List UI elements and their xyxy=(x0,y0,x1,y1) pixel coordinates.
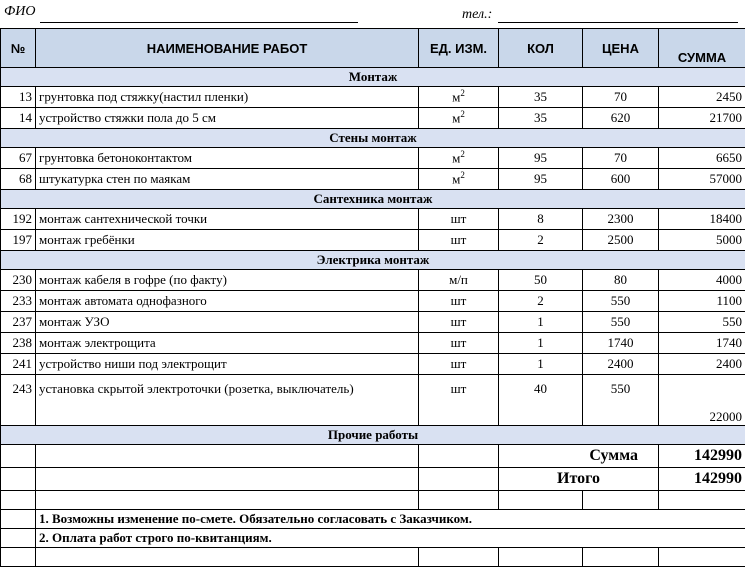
note-2: 2. Оплата работ строго по-квитанциям. xyxy=(36,529,745,548)
row-price: 2400 xyxy=(583,354,659,375)
row-name: монтаж УЗО xyxy=(36,312,419,333)
note-row xyxy=(1,510,745,529)
row-num: 230 xyxy=(1,270,36,291)
row-price: 70 xyxy=(583,148,659,169)
unit-exponent: 2 xyxy=(460,88,465,98)
sum-value: 142990 xyxy=(659,445,745,468)
unit-text: шт xyxy=(451,356,467,371)
row-name: монтаж кабеля в гофре (по факту) xyxy=(36,270,419,291)
unit-text: шт xyxy=(451,232,467,247)
unit-text: шт xyxy=(451,381,467,396)
row-sum: 1100 xyxy=(659,291,745,312)
unit-text: м xyxy=(452,172,460,187)
row-sum: 18400 xyxy=(659,209,745,230)
row-qty: 95 xyxy=(499,169,583,190)
note-1: 1. Возможны изменение по-смете. Обязательно согласовать с Заказчиком. xyxy=(36,510,745,529)
col-price: ЦЕНА xyxy=(583,29,659,68)
row-qty: 2 xyxy=(499,291,583,312)
row-sum: 22000 xyxy=(659,375,745,426)
grand-total-row xyxy=(1,468,745,491)
row-sum: 2450 xyxy=(659,87,745,108)
unit-text: шт xyxy=(451,293,467,308)
table-body xyxy=(1,68,745,445)
row-qty: 50 xyxy=(499,270,583,291)
row-num: 68 xyxy=(1,169,36,190)
table-footer xyxy=(1,445,745,567)
unit-exponent: 2 xyxy=(460,149,465,159)
row-unit xyxy=(419,270,499,291)
row-num: 13 xyxy=(1,87,36,108)
row-qty: 2 xyxy=(499,230,583,251)
row-name: монтаж электрощита xyxy=(36,333,419,354)
row-unit xyxy=(419,209,499,230)
row-num: 67 xyxy=(1,148,36,169)
unit-text: м xyxy=(452,90,460,105)
col-qty: КОЛ xyxy=(499,29,583,68)
unit-exponent: 2 xyxy=(460,109,465,119)
section-row xyxy=(1,426,745,445)
row-name: грунтовка под стяжку(настил пленки) xyxy=(36,87,419,108)
row-name: устройство стяжки пола до 5 см xyxy=(36,108,419,129)
total-value: 142990 xyxy=(659,468,745,491)
row-qty: 40 xyxy=(499,375,583,426)
blank-row xyxy=(1,491,745,510)
fio-header xyxy=(0,0,745,28)
total-label: Итого xyxy=(499,468,659,491)
section-title: Прочие работы xyxy=(1,426,745,445)
table-row xyxy=(1,375,745,426)
row-num: 233 xyxy=(1,291,36,312)
row-qty: 1 xyxy=(499,354,583,375)
row-unit xyxy=(419,169,499,190)
table-row xyxy=(1,333,745,354)
col-name: НАИМЕНОВАНИЕ РАБОТ xyxy=(36,29,419,68)
fio-line[interactable] xyxy=(40,22,358,23)
row-name: монтаж сантехнической точки xyxy=(36,209,419,230)
row-qty: 35 xyxy=(499,87,583,108)
row-price: 2300 xyxy=(583,209,659,230)
unit-text: м xyxy=(452,151,460,166)
section-title: Стены монтаж xyxy=(1,129,745,148)
row-qty: 95 xyxy=(499,148,583,169)
row-num: 243 xyxy=(1,375,36,426)
section-row xyxy=(1,129,745,148)
table-row xyxy=(1,230,745,251)
row-unit xyxy=(419,291,499,312)
row-num: 238 xyxy=(1,333,36,354)
col-unit: ЕД. ИЗМ. xyxy=(419,29,499,68)
col-sum: СУММА xyxy=(659,29,745,68)
row-name: устройство ниши под электрощит xyxy=(36,354,419,375)
note-row xyxy=(1,529,745,548)
row-num: 241 xyxy=(1,354,36,375)
row-price: 620 xyxy=(583,108,659,129)
row-price: 550 xyxy=(583,312,659,333)
row-name: грунтовка бетоноконтактом xyxy=(36,148,419,169)
row-price: 550 xyxy=(583,375,659,426)
table-row xyxy=(1,354,745,375)
table-row xyxy=(1,270,745,291)
table-row xyxy=(1,148,745,169)
row-unit xyxy=(419,108,499,129)
section-title: Сантехника монтаж xyxy=(1,190,745,209)
table-row xyxy=(1,291,745,312)
totals-row xyxy=(1,445,745,468)
row-sum: 57000 xyxy=(659,169,745,190)
table-row xyxy=(1,209,745,230)
row-price: 2500 xyxy=(583,230,659,251)
section-title: Электрика монтаж xyxy=(1,251,745,270)
row-qty: 35 xyxy=(499,108,583,129)
row-unit xyxy=(419,148,499,169)
row-unit xyxy=(419,312,499,333)
row-unit xyxy=(419,333,499,354)
row-price: 1740 xyxy=(583,333,659,354)
row-unit xyxy=(419,375,499,426)
row-qty: 8 xyxy=(499,209,583,230)
row-sum: 550 xyxy=(659,312,745,333)
row-sum: 2400 xyxy=(659,354,745,375)
row-sum: 6650 xyxy=(659,148,745,169)
header-row xyxy=(1,29,745,68)
unit-text: шт xyxy=(451,314,467,329)
row-unit xyxy=(419,230,499,251)
row-price: 600 xyxy=(583,169,659,190)
row-name: монтаж автомата однофазного xyxy=(36,291,419,312)
col-num: № xyxy=(1,29,36,68)
unit-text: шт xyxy=(451,335,467,350)
estimate-table xyxy=(0,28,745,567)
section-row xyxy=(1,251,745,270)
row-price: 550 xyxy=(583,291,659,312)
fio-label: ФИО xyxy=(4,4,35,20)
row-num: 192 xyxy=(1,209,36,230)
row-unit xyxy=(419,87,499,108)
table-row xyxy=(1,108,745,129)
row-qty: 1 xyxy=(499,312,583,333)
row-unit xyxy=(419,354,499,375)
table-row xyxy=(1,87,745,108)
row-num: 197 xyxy=(1,230,36,251)
unit-text: м/п xyxy=(449,272,468,287)
row-sum: 5000 xyxy=(659,230,745,251)
blank-row xyxy=(1,548,745,567)
section-title: Монтаж xyxy=(1,68,745,87)
row-name: установка скрытой электроточки (розетка, выключатель) xyxy=(36,375,419,426)
row-price: 80 xyxy=(583,270,659,291)
row-sum: 21700 xyxy=(659,108,745,129)
sum-label: Сумма xyxy=(499,445,659,468)
section-row xyxy=(1,68,745,87)
row-num: 14 xyxy=(1,108,36,129)
tel-label: тел.: xyxy=(462,7,492,23)
row-qty: 1 xyxy=(499,333,583,354)
table-row xyxy=(1,169,745,190)
row-sum: 4000 xyxy=(659,270,745,291)
tel-line[interactable] xyxy=(498,22,738,23)
unit-text: м xyxy=(452,111,460,126)
row-num: 237 xyxy=(1,312,36,333)
row-price: 70 xyxy=(583,87,659,108)
table-row xyxy=(1,312,745,333)
row-sum: 1740 xyxy=(659,333,745,354)
row-name: штукатурка стен по маякам xyxy=(36,169,419,190)
section-row xyxy=(1,190,745,209)
row-name: монтаж гребёнки xyxy=(36,230,419,251)
unit-text: шт xyxy=(451,211,467,226)
unit-exponent: 2 xyxy=(460,170,465,180)
